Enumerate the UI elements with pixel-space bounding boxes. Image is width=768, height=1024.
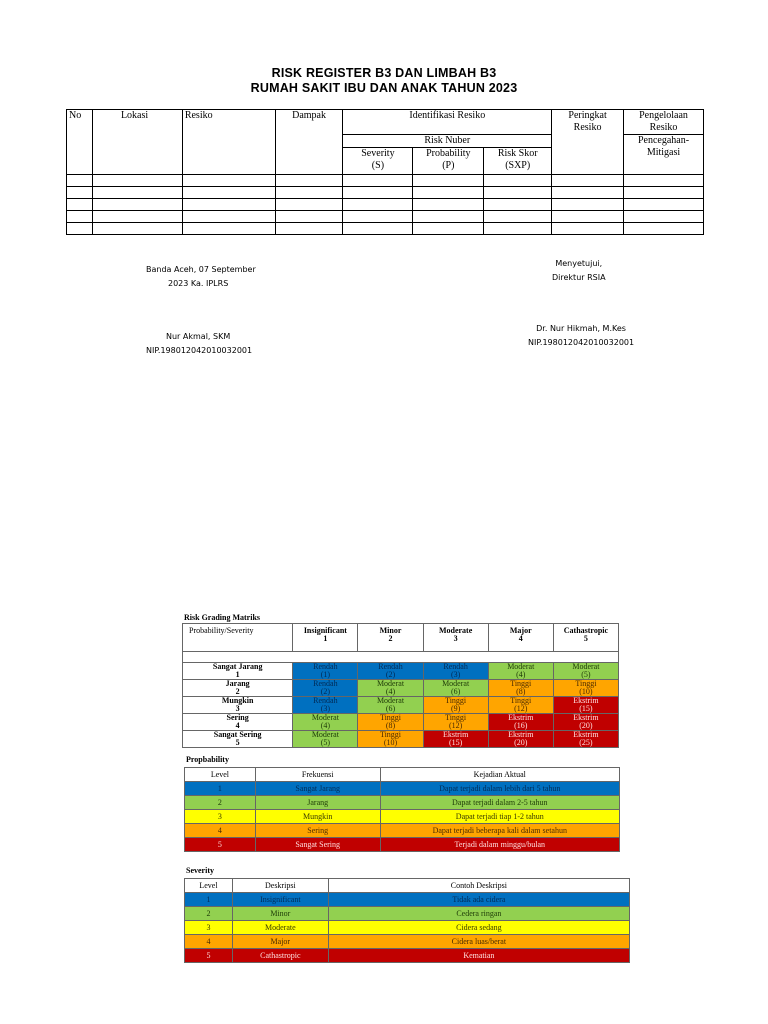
probability-level: 5 — [185, 838, 256, 852]
matrix-col-name: Insignificant — [303, 626, 347, 635]
matrix-row-name: Mungkin — [221, 696, 254, 705]
matrix-cell — [423, 663, 488, 680]
probability-header-row — [185, 768, 620, 782]
probability-description: Dapat terjadi tiap 1-2 tahun — [380, 810, 619, 824]
matrix-cell — [358, 697, 423, 714]
probability-col-frekuensi: Frekuensi — [255, 768, 380, 782]
matrix-cell-label: Moderat — [311, 730, 339, 739]
matrix-cell — [553, 680, 618, 697]
header-severity — [343, 148, 413, 175]
matrix-cell — [358, 714, 423, 731]
severity-name: Cathastropic — [232, 949, 328, 963]
header-peringkat — [552, 110, 624, 175]
matrix-cell-label: Rendah — [313, 696, 338, 705]
matrix-cell-score: (4) — [385, 687, 396, 696]
probability-heading: Propbability — [186, 755, 229, 764]
probability-level: 1 — [185, 782, 256, 796]
matrix-cell-label: Tinggi — [379, 730, 402, 739]
matrix-row — [183, 697, 619, 714]
severity-description: Cedera ringan — [328, 907, 629, 921]
matrix-row-num: 1 — [235, 670, 240, 679]
matrix-cell-label: Ekstrim — [442, 730, 469, 739]
matrix-cell-score: (10) — [383, 738, 398, 747]
matrix-cell-label: Tinggi — [379, 713, 402, 722]
probability-description: Terjadi dalam minggu/bulan — [380, 838, 619, 852]
matrix-cell-score: (15) — [448, 738, 463, 747]
header-risk-nuber: Risk Nuber — [343, 135, 552, 148]
matrix-cell-label: Moderat — [311, 713, 339, 722]
probability-description: Dapat terjadi dalam 2-5 tahun — [380, 796, 619, 810]
right-signatory — [528, 322, 634, 350]
severity-row — [185, 935, 630, 949]
matrix-col-num: 5 — [583, 634, 588, 643]
header-severity-line1: Severity — [361, 148, 395, 159]
severity-name: Minor — [232, 907, 328, 921]
severity-description: Kematian — [328, 949, 629, 963]
header-peringkat-line2: Resiko — [573, 122, 602, 133]
matrix-cell-label: Moderat — [376, 679, 405, 688]
matrix-col-name: Cathastropic — [563, 626, 609, 635]
probability-row — [185, 782, 620, 796]
header-probability-line1: Probability — [426, 148, 471, 159]
matrix-row — [183, 680, 619, 697]
header-resiko: Resiko — [182, 110, 275, 175]
matrix-cell-score: (4) — [320, 721, 331, 730]
matrix-row-name: Jarang — [225, 679, 250, 688]
severity-level: 4 — [185, 935, 233, 949]
severity-col-level: Level — [185, 879, 233, 893]
matrix-cell — [423, 714, 488, 731]
severity-row — [185, 949, 630, 963]
matrix-cell — [293, 680, 358, 697]
probability-row — [185, 796, 620, 810]
severity-row — [185, 907, 630, 921]
matrix-cell-score: (10) — [579, 687, 593, 696]
left-signature-block — [146, 263, 256, 291]
matrix-cell — [358, 663, 423, 680]
probability-name: Sangat Sering — [255, 838, 380, 852]
matrix-cell — [423, 697, 488, 714]
matrix-col-num: 1 — [323, 634, 328, 643]
matrix-col-name: Major — [509, 626, 532, 635]
probability-description: Dapat terjadi beberapa kali dalam setahun — [380, 824, 619, 838]
matrix-cell — [293, 714, 358, 731]
matrix-cell-score: (3) — [450, 670, 461, 679]
probability-table — [184, 767, 620, 852]
approve-label: Menyetujui, — [555, 259, 603, 268]
matrix-cell-label: Rendah — [313, 679, 338, 688]
probability-col-kejadian: Kejadian Aktual — [380, 768, 619, 782]
table-row — [67, 187, 704, 199]
place-date: Banda Aceh, 07 September — [146, 265, 256, 274]
severity-table — [184, 878, 630, 963]
matrix-corner: Probability/Severity — [183, 624, 293, 652]
right-role: Direktur RSIA — [552, 273, 606, 282]
matrix-cell — [553, 731, 618, 748]
matrix-cell-label: Moderat — [572, 662, 600, 671]
header-no: No — [67, 110, 93, 175]
probability-row — [185, 838, 620, 852]
matrix-col-name: Moderate — [438, 626, 473, 635]
severity-col-contoh: Contoh Deskripsi — [328, 879, 629, 893]
matrix-cell — [293, 731, 358, 748]
matrix-row-label — [183, 663, 293, 680]
probability-level: 3 — [185, 810, 256, 824]
matrix-row — [183, 731, 619, 748]
document-subtitle: RUMAH SAKIT IBU DAN ANAK TAHUN 2023 — [250, 81, 518, 95]
matrix-row-label — [183, 680, 293, 697]
matrix-cell-label: Ekstrim — [573, 696, 599, 705]
header-probability-line2: (P) — [442, 160, 455, 171]
matrix-cell — [553, 714, 618, 731]
header-lokasi: Lokasi — [92, 110, 182, 175]
table-row — [67, 211, 704, 223]
matrix-cell-score: (4) — [516, 670, 526, 679]
matrix-cell-score: (2) — [385, 670, 396, 679]
matrix-cell-label: Tinggi — [445, 713, 467, 722]
probability-description: Dapat terjadi dalam lebih dari 5 tahun — [380, 782, 619, 796]
matrix-row-num: 5 — [235, 738, 240, 747]
probability-name: Sangat Jarang — [255, 782, 380, 796]
probability-name: Jarang — [255, 796, 380, 810]
matrix-cell — [488, 663, 553, 680]
matrix-row — [183, 714, 619, 731]
right-name: Dr. Nur Hikmah, M.Kes — [536, 324, 626, 333]
header-dampak: Dampak — [275, 110, 343, 175]
matrix-cell — [488, 680, 553, 697]
matrix-cell — [488, 731, 553, 748]
header-pengelolaan — [624, 110, 704, 135]
severity-row — [185, 921, 630, 935]
matrix-cell-score: (20) — [579, 721, 593, 730]
matrix-cell — [488, 697, 553, 714]
header-pencegahan — [624, 135, 704, 175]
matrix-cell-label: Rendah — [378, 662, 403, 671]
matrix-cell — [553, 697, 618, 714]
matrix-cell-label: Ekstrim — [508, 730, 534, 739]
severity-name: Major — [232, 935, 328, 949]
severity-level: 1 — [185, 893, 233, 907]
probability-name: Sering — [255, 824, 380, 838]
matrix-col-num: 3 — [453, 634, 458, 643]
left-role: 2023 Ka. IPLRS — [168, 279, 229, 288]
matrix-row — [183, 663, 619, 680]
probability-level: 4 — [185, 824, 256, 838]
header-pengelolaan-line2: Resiko — [649, 122, 678, 133]
severity-name: Insignificant — [232, 893, 328, 907]
probability-level: 2 — [185, 796, 256, 810]
header-pengelolaan-line1: Pengelolaan — [639, 110, 688, 121]
matrix-col-num: 2 — [388, 634, 393, 643]
matrix-cell-label: Tinggi — [510, 696, 532, 705]
probability-row — [185, 810, 620, 824]
matrix-cell-score: (20) — [514, 738, 528, 747]
matrix-cell-label: Rendah — [313, 662, 338, 671]
severity-description: Cidera sedang — [328, 921, 629, 935]
matrix-cell — [553, 663, 618, 680]
matrix-cell-score: (12) — [448, 721, 463, 730]
right-nip: NIP.198012042010032001 — [528, 338, 635, 347]
header-pencegahan-line1: Pencegahan- — [637, 135, 690, 146]
matrix-cell-score: (3) — [320, 704, 331, 713]
matrix-col-header — [553, 624, 618, 652]
left-signatory — [146, 330, 252, 358]
table-row — [67, 175, 704, 187]
matrix-cell-score: (8) — [516, 687, 526, 696]
header-identifikasi: Identifikasi Resiko — [343, 110, 552, 135]
header-risk-skor-line1: Risk Skor — [497, 148, 538, 159]
matrix-cell-score: (15) — [579, 704, 593, 713]
matrix-cell-score: (5) — [320, 738, 331, 747]
severity-heading: Severity — [186, 866, 214, 875]
matrix-cell-label: Tinggi — [510, 679, 532, 688]
matrix-row-label — [183, 714, 293, 731]
severity-name: Moderate — [232, 921, 328, 935]
matrix-cell-label: Moderat — [507, 662, 535, 671]
severity-level: 5 — [185, 949, 233, 963]
matrix-cell-label: Moderat — [442, 679, 470, 688]
header-probability — [413, 148, 484, 175]
severity-level: 3 — [185, 921, 233, 935]
matrix-header-row — [183, 624, 619, 652]
matrix-col-num: 4 — [518, 634, 523, 643]
matrix-cell-score: (6) — [450, 687, 461, 696]
table-row — [67, 199, 704, 211]
matrix-row-num: 2 — [235, 687, 240, 696]
matrix-cell-score: (2) — [320, 687, 331, 696]
matrix-heading: Risk Grading Matriks — [184, 613, 261, 622]
matrix-cell-label: Ekstrim — [508, 713, 534, 722]
matrix-cell — [293, 697, 358, 714]
matrix-col-header — [423, 624, 488, 652]
header-peringkat-line1: Peringkat — [568, 110, 607, 121]
matrix-col-header — [293, 624, 358, 652]
left-name: Nur Akmal, SKM — [166, 332, 231, 341]
matrix-cell-score: (12) — [514, 704, 528, 713]
matrix-col-header — [358, 624, 423, 652]
matrix-cell — [423, 731, 488, 748]
matrix-row-label — [183, 697, 293, 714]
left-nip: NIP.198012042010032001 — [146, 346, 253, 355]
probability-name: Mungkin — [255, 810, 380, 824]
matrix-cell-label: Ekstrim — [573, 713, 599, 722]
header-risk-skor — [484, 148, 552, 175]
matrix-row-name: Sangat Sering — [213, 730, 262, 739]
matrix-cell-score: (9) — [450, 704, 461, 713]
probability-row — [185, 824, 620, 838]
matrix-cell — [293, 663, 358, 680]
risk-register-table — [66, 109, 704, 235]
severity-level: 2 — [185, 907, 233, 921]
probability-col-level: Level — [185, 768, 256, 782]
matrix-row-name: Sangat Jarang — [212, 662, 263, 671]
severity-row — [185, 893, 630, 907]
matrix-row-num: 3 — [235, 704, 240, 713]
severity-description: Tidak ada cidera — [328, 893, 629, 907]
severity-col-deskripsi: Deskripsi — [232, 879, 328, 893]
matrix-cell — [358, 731, 423, 748]
matrix-row-name: Sering — [226, 713, 249, 722]
matrix-col-header — [488, 624, 553, 652]
matrix-cell-label: Tinggi — [575, 679, 597, 688]
matrix-cell-label: Rendah — [443, 662, 468, 671]
matrix-row-label — [183, 731, 293, 748]
severity-header-row — [185, 879, 630, 893]
matrix-cell-score: (16) — [514, 721, 528, 730]
matrix-cell — [423, 680, 488, 697]
matrix-cell-score: (25) — [579, 738, 593, 747]
risk-grading-matrix — [182, 623, 619, 748]
document-title: RISK REGISTER B3 DAN LIMBAH B3 — [271, 66, 497, 80]
matrix-cell-score: (8) — [385, 721, 396, 730]
matrix-cell — [358, 680, 423, 697]
matrix-cell-score: (5) — [581, 670, 591, 679]
matrix-col-name: Minor — [379, 626, 402, 635]
matrix-cell-score: (1) — [320, 670, 331, 679]
matrix-row-num: 4 — [235, 721, 240, 730]
header-risk-skor-line2: (SXP) — [505, 160, 531, 171]
table-row — [67, 223, 704, 235]
right-signature-block — [552, 257, 606, 285]
matrix-cell-label: Moderat — [376, 696, 405, 705]
matrix-cell-label: Ekstrim — [573, 730, 599, 739]
header-severity-line2: (S) — [371, 160, 385, 171]
matrix-cell — [488, 714, 553, 731]
matrix-cell-score: (6) — [385, 704, 396, 713]
severity-description: Cidera luas/berat — [328, 935, 629, 949]
header-mitigasi-line2: Mitigasi — [646, 147, 681, 158]
matrix-cell-label: Tinggi — [445, 696, 467, 705]
